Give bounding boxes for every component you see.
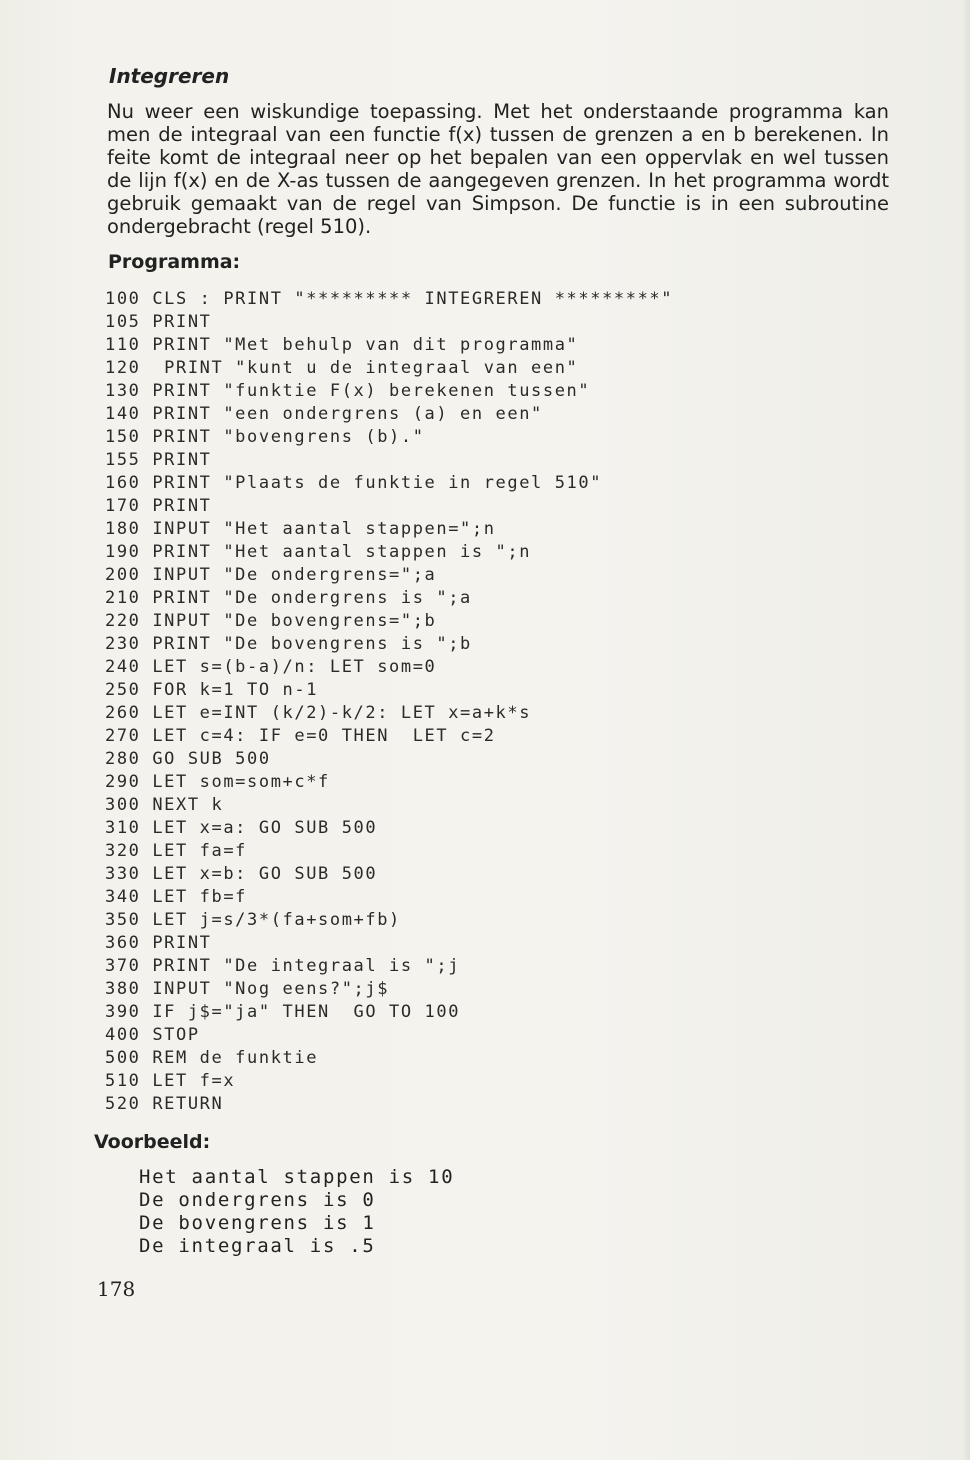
program-line: 170 PRINT: [105, 496, 212, 516]
program-line: 160 PRINT "Plaats de funktie in regel 510": [105, 473, 603, 493]
example-line: De integraal is .5: [139, 1235, 376, 1257]
program-line: 190 PRINT "Het aantal stappen is ";n: [105, 542, 532, 562]
program-line: 100 CLS : PRINT "********* INTEGREREN *********": [105, 289, 674, 309]
program-line: 300 NEXT k: [105, 795, 224, 815]
program-line: 370 PRINT "De integraal is ";j: [105, 956, 461, 976]
program-listing: [105, 288, 673, 1116]
program-line: 200 INPUT "De ondergrens=";a: [105, 565, 437, 585]
program-line: 240 LET s=(b-a)/n: LET som=0: [105, 657, 437, 677]
program-line: 270 LET c=4: IF e=0 THEN LET c=2: [105, 726, 496, 746]
program-line: 130 PRINT "funktie F(x) berekenen tussen": [105, 381, 591, 401]
program-line: 105 PRINT: [105, 312, 212, 332]
program-line: 155 PRINT: [105, 450, 212, 470]
program-line: 310 LET x=a: GO SUB 500: [105, 818, 378, 838]
program-line: 230 PRINT "De bovengrens is ";b: [105, 634, 472, 654]
example-line: Het aantal stappen is 10: [139, 1166, 455, 1188]
example-line: De bovengrens is 1: [139, 1212, 376, 1234]
program-line: 380 INPUT "Nog eens?";j$: [105, 979, 390, 999]
program-line: 360 PRINT: [105, 933, 212, 953]
example-output: [139, 1166, 454, 1258]
program-line: 180 INPUT "Het aantal stappen=";n: [105, 519, 496, 539]
program-line: 280 GO SUB 500: [105, 749, 271, 769]
intro-paragraph: Nu weer een wiskundige toepassing. Met het onderstaande programma kan men de integraal van een functie f(x) tussen de grenzen a en b berekenen. In feite komt de integraal neer op het bepalen van een oppervlak en wel tussen de lijn f(x) en de X-as tussen de aangegeven grenzen. In het programma wordt gebruik gemaakt van de regel van Simpson. De functie is in een subroutine ondergebracht (regel 510).: [107, 100, 889, 238]
program-line: 140 PRINT "een ondergrens (a) en een": [105, 404, 543, 424]
program-line: 400 STOP: [105, 1025, 200, 1045]
program-line: 500 REM de funktie: [105, 1048, 319, 1068]
program-line: 320 LET fa=f: [105, 841, 248, 861]
page-number: 178: [97, 1277, 136, 1301]
program-line: 220 INPUT "De bovengrens=";b: [105, 611, 437, 631]
program-line: 150 PRINT "bovengrens (b).": [105, 427, 425, 447]
program-line: 340 LET fb=f: [105, 887, 248, 907]
program-line: 260 LET e=INT (k/2)-k/2: LET x=a+k*s: [105, 703, 532, 723]
program-line: 350 LET j=s/3*(fa+som+fb): [105, 910, 401, 930]
program-line: 250 FOR k=1 TO n-1: [105, 680, 319, 700]
program-line: 110 PRINT "Met behulp van dit programma": [105, 335, 579, 355]
section-title: Integreren: [109, 64, 230, 88]
program-line: 210 PRINT "De ondergrens is ";a: [105, 588, 472, 608]
example-line: De ondergrens is 0: [139, 1189, 376, 1211]
program-line: 510 LET f=x: [105, 1071, 236, 1091]
program-line: 120 PRINT "kunt u de integraal van een": [105, 358, 579, 378]
program-heading: Programma:: [108, 251, 241, 273]
example-heading: Voorbeeld:: [94, 1131, 211, 1153]
program-line: 290 LET som=som+c*f: [105, 772, 330, 792]
program-line: 520 RETURN: [105, 1094, 224, 1114]
program-line: 330 LET x=b: GO SUB 500: [105, 864, 378, 884]
program-line: 390 IF j$="ja" THEN GO TO 100: [105, 1002, 461, 1022]
page-edge-shadow: [962, 0, 970, 1460]
